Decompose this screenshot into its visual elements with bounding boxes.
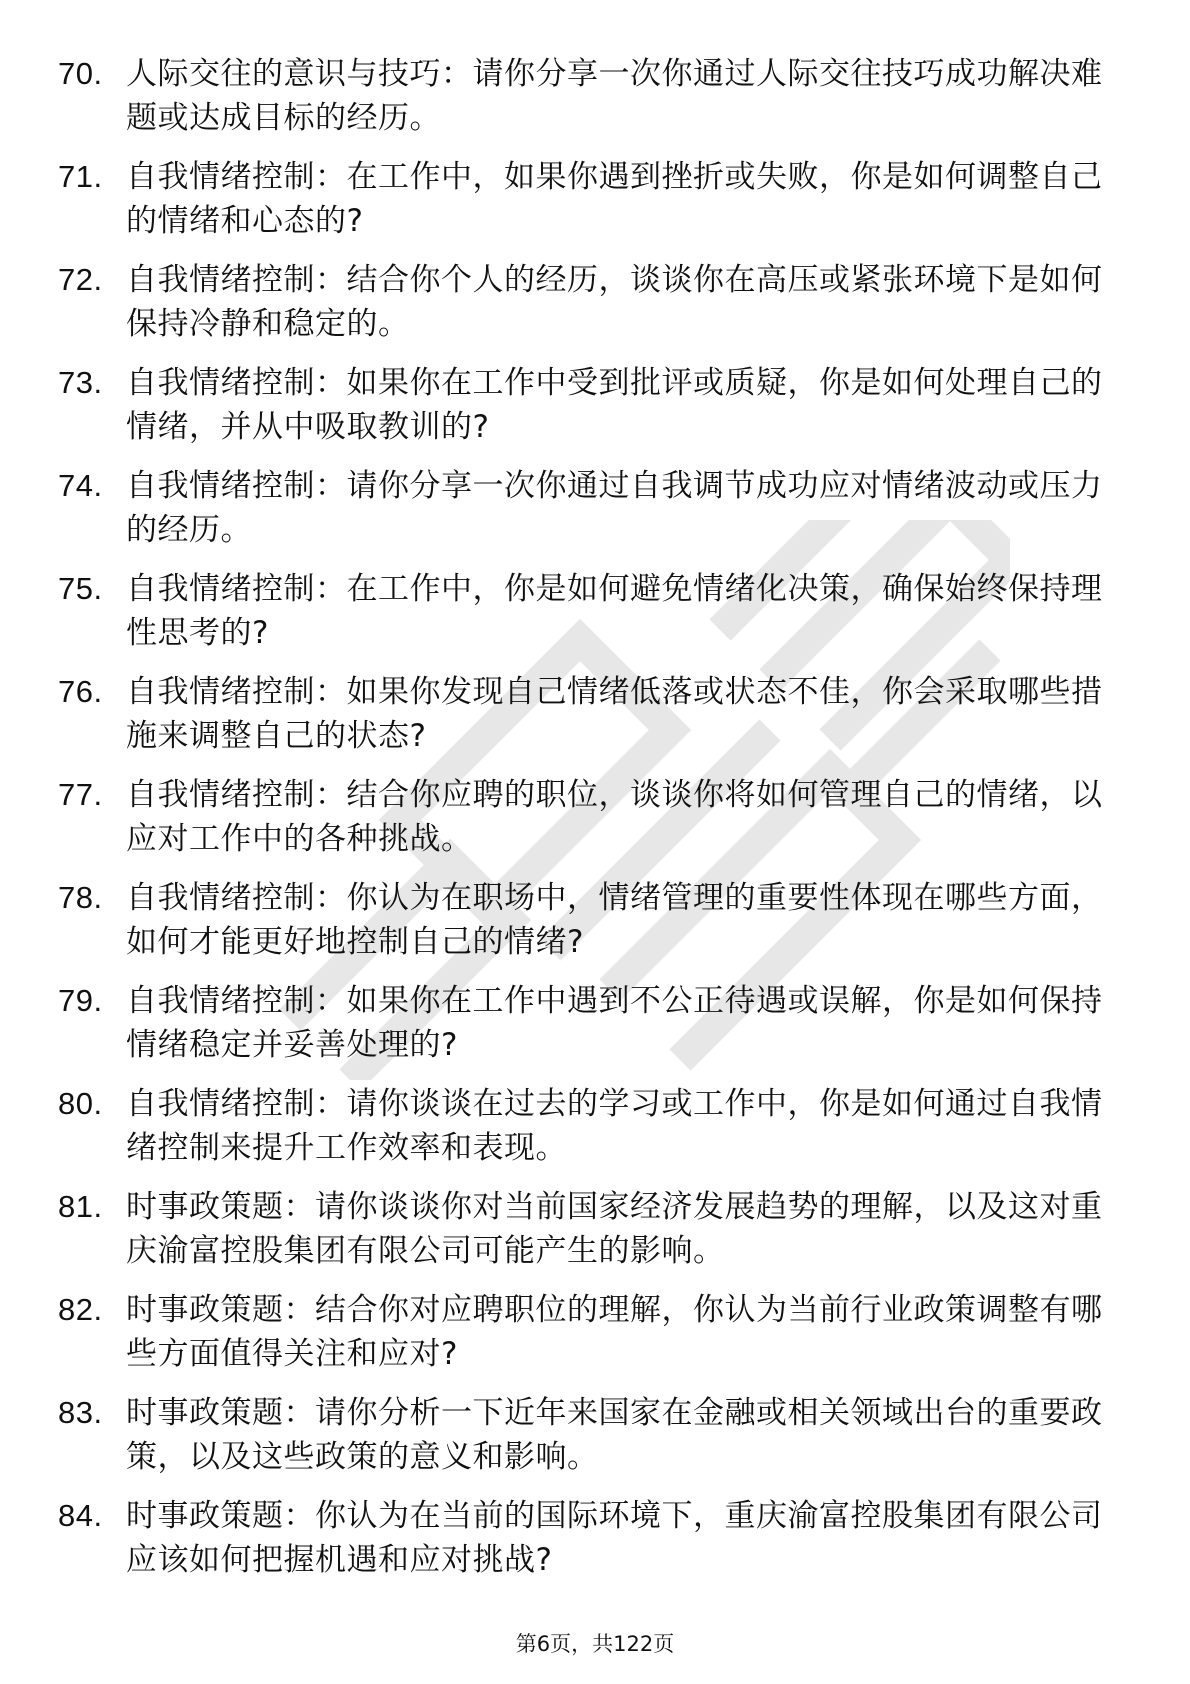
question-text: 自我情绪控制：请你谈谈在过去的学习或工作中，你是如何通过自我情绪控制来提升工作效率和表现。 — [126, 1086, 1103, 1166]
question-text: 自我情绪控制：结合你应聘的职位，谈谈你将如何管理自己的情绪，以应对工作中的各种挑战。 — [126, 777, 1103, 857]
list-item — [58, 1185, 1118, 1273]
question-text: 时事政策题：请你分析一下近年来国家在金融或相关领域出台的重要政策，以及这些政策的意义和影响。 — [126, 1395, 1103, 1475]
question-number: 75. — [58, 571, 103, 606]
list-item — [58, 155, 1118, 243]
list-item — [58, 1082, 1118, 1170]
list-item — [58, 464, 1118, 552]
list-item — [58, 670, 1118, 758]
question-text: 时事政策题：请你谈谈你对当前国家经济发展趋势的理解，以及这对重庆渝富控股集团有限公司可能产生的影响。 — [126, 1189, 1103, 1269]
question-text: 人际交往的意识与技巧：请你分享一次你通过人际交往技巧成功解决难题或达成目标的经历。 — [126, 56, 1103, 136]
question-text: 时事政策题：你认为在当前的国际环境下，重庆渝富控股集团有限公司应该如何把握机遇和应对挑战? — [126, 1498, 1103, 1578]
question-list — [58, 52, 1118, 1597]
question-number: 70. — [58, 56, 103, 91]
question-text: 自我情绪控制：在工作中，如果你遇到挫折或失败，你是如何调整自己的情绪和心态的? — [126, 159, 1103, 239]
list-item — [58, 876, 1118, 964]
question-text: 自我情绪控制：你认为在职场中，情绪管理的重要性体现在哪些方面，如何才能更好地控制自己的情绪? — [126, 880, 1103, 960]
question-number: 78. — [58, 880, 103, 915]
list-item — [58, 1494, 1118, 1582]
question-text: 自我情绪控制：如果你发现自己情绪低落或状态不佳，你会采取哪些措施来调整自己的状态? — [126, 674, 1103, 754]
question-number: 84. — [58, 1498, 103, 1533]
question-text: 自我情绪控制：请你分享一次你通过自我调节成功应对情绪波动或压力的经历。 — [126, 468, 1103, 548]
question-number: 80. — [58, 1086, 103, 1121]
question-number: 82. — [58, 1292, 103, 1327]
question-text: 自我情绪控制：结合你个人的经历，谈谈你在高压或紧张环境下是如何保持冷静和稳定的。 — [126, 262, 1103, 342]
question-number: 73. — [58, 365, 103, 400]
list-item — [58, 258, 1118, 346]
question-number: 77. — [58, 777, 103, 812]
question-number: 81. — [58, 1189, 103, 1224]
question-text: 自我情绪控制：如果你在工作中遇到不公正待遇或误解，你是如何保持情绪稳定并妥善处理的? — [126, 983, 1103, 1063]
list-item — [58, 1391, 1118, 1479]
question-text: 时事政策题：结合你对应聘职位的理解，你认为当前行业政策调整有哪些方面值得关注和应对? — [126, 1292, 1103, 1372]
question-text: 自我情绪控制：在工作中，你是如何避免情绪化决策，确保始终保持理性思考的? — [126, 571, 1103, 651]
question-number: 74. — [58, 468, 103, 503]
list-item — [58, 361, 1118, 449]
page-footer: 第6页，共122页 — [515, 1632, 675, 1656]
question-number: 72. — [58, 262, 103, 297]
list-item — [58, 773, 1118, 861]
list-item — [58, 567, 1118, 655]
question-number: 79. — [58, 983, 103, 1018]
question-number: 71. — [58, 159, 103, 194]
question-number: 76. — [58, 674, 103, 709]
list-item — [58, 1288, 1118, 1376]
list-item — [58, 979, 1118, 1067]
question-text: 自我情绪控制：如果你在工作中受到批评或质疑，你是如何处理自己的情绪，并从中吸取教训的? — [126, 365, 1103, 445]
question-number: 83. — [58, 1395, 103, 1430]
list-item — [58, 52, 1118, 140]
